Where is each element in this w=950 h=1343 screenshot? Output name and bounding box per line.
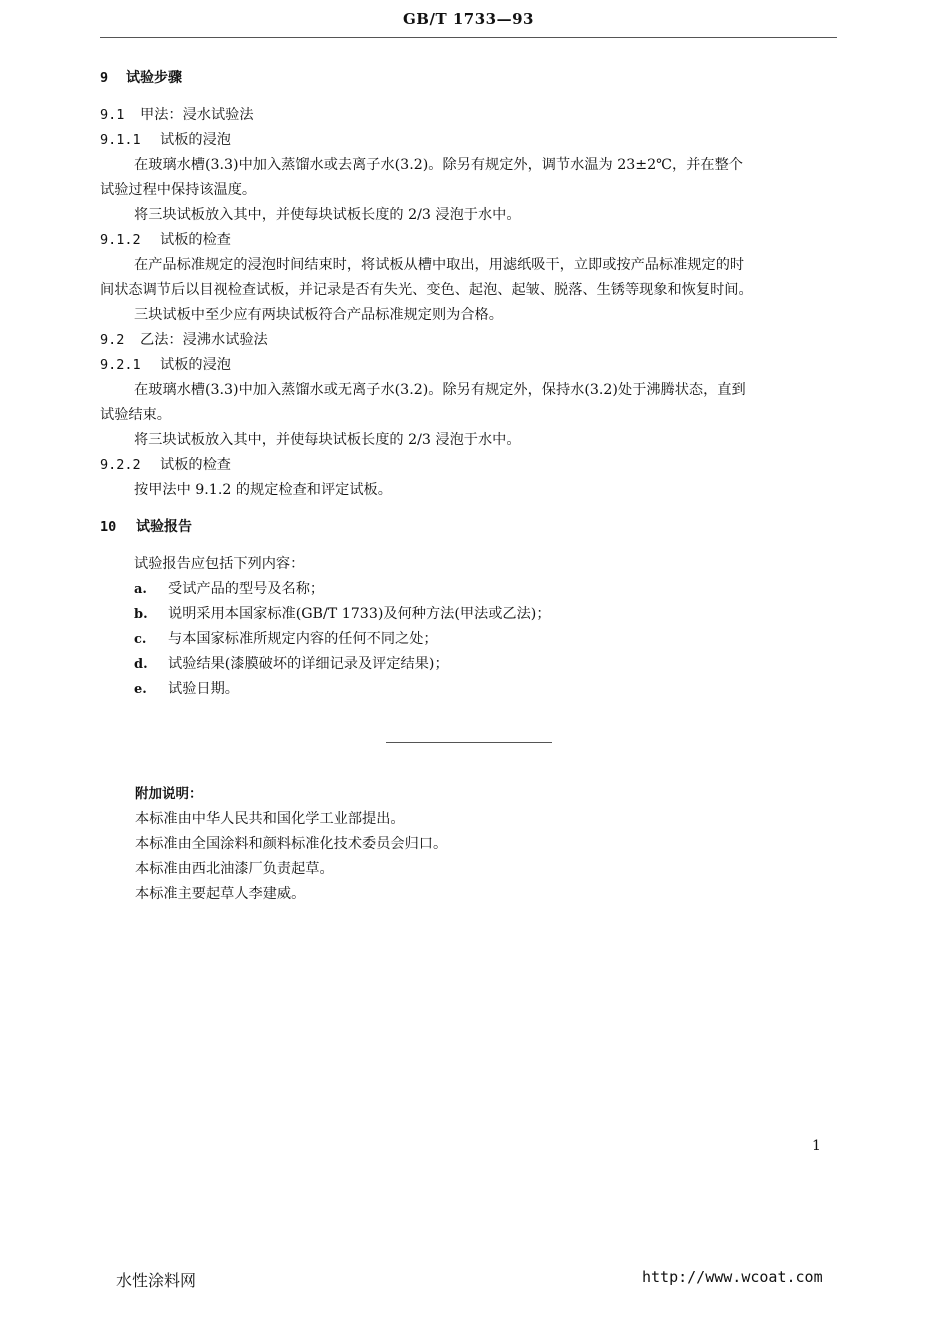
list-item <box>100 627 837 652</box>
section-9-1-number: 9.1 <box>100 107 125 123</box>
paragraph: 试验结束。 <box>100 407 171 423</box>
section-9-2-number: 9.2 <box>100 332 125 348</box>
additional-notes <box>135 782 447 907</box>
section-9-2-heading <box>100 328 837 353</box>
end-separator-rule <box>386 742 552 743</box>
section-9-1-1-title: 试板的浸泡 <box>160 132 231 148</box>
section-9-2-1-heading <box>100 353 837 378</box>
notes-line: 本标准由全国涂料和颜料标准化技术委员会归口。 <box>135 836 448 852</box>
section-9-title: 试验步骤 <box>126 70 182 86</box>
list-item-text: 与本国家标准所规定内容的任何不同之处； <box>168 631 438 647</box>
list-item <box>100 602 837 627</box>
list-item-text: 试验结果(漆膜破坏的详细记录及评定结果)； <box>168 656 449 672</box>
section-9-heading <box>100 66 837 91</box>
section-9-2-1-number: 9.2.1 <box>100 357 141 373</box>
report-intro: 试验报告应包括下列内容： <box>134 556 305 572</box>
paragraph: 在玻璃水槽(3.3)中加入蒸馏水或去离子水(3.2)。除另有规定外，调节水温为 23±2℃，并在整个 <box>134 157 743 173</box>
footer-site-name: 水性涂料网 <box>116 1271 197 1290</box>
section-9-1-1-heading <box>100 128 837 153</box>
list-item-letter: e. <box>134 682 147 697</box>
list-item-letter: d. <box>134 657 148 672</box>
section-9-1-title: 甲法：浸水试验法 <box>140 107 254 123</box>
header-rule <box>100 37 837 38</box>
list-item <box>100 677 837 702</box>
section-9-number: 9 <box>100 70 109 86</box>
section-10-title: 试验报告 <box>136 519 192 535</box>
list-item-letter: c. <box>134 632 147 647</box>
section-9-1-2-number: 9.1.2 <box>100 232 141 248</box>
section-9-2-2-number: 9.2.2 <box>100 457 141 473</box>
paragraph: 三块试板中至少应有两块试板符合产品标准规定则为合格。 <box>134 307 503 323</box>
document-body <box>100 66 837 702</box>
paragraph: 将三块试板放入其中，并使每块试板长度的 2/3 浸泡于水中。 <box>134 432 521 448</box>
paragraph: 试验过程中保持该温度。 <box>100 182 257 198</box>
section-9-1-2-heading <box>100 228 837 253</box>
list-item-text: 受试产品的型号及名称； <box>168 581 325 597</box>
page-number: 1 <box>812 1138 821 1154</box>
footer-url-link[interactable]: http://www.wcoat.com <box>642 1268 823 1286</box>
list-item-text: 试验日期。 <box>168 681 239 697</box>
list-item <box>100 652 837 677</box>
list-item-letter: b. <box>134 607 148 622</box>
paragraph: 将三块试板放入其中，并使每块试板长度的 2/3 浸泡于水中。 <box>134 207 521 223</box>
notes-line: 本标准由中华人民共和国化学工业部提出。 <box>135 811 405 827</box>
list-item <box>100 577 837 602</box>
notes-title: 附加说明： <box>135 786 203 802</box>
section-9-2-2-title: 试板的检查 <box>160 457 231 473</box>
notes-line: 本标准由西北油漆厂负责起草。 <box>135 861 334 877</box>
paragraph: 间状态调节后以目视检查试板，并记录是否有失光、变色、起泡、起皱、脱落、生锈等现象和恢复时间。 <box>100 282 753 298</box>
paragraph: 在玻璃水槽(3.3)中加入蒸馏水或无离子水(3.2)。除另有规定外，保持水(3.2)处于沸腾状态，直到 <box>134 382 746 398</box>
paragraph: 在产品标准规定的浸泡时间结束时，将试板从槽中取出，用滤纸吸干，立即或按产品标准规定的时 <box>134 257 745 273</box>
notes-line: 本标准主要起草人李建威。 <box>135 886 306 902</box>
section-9-1-heading <box>100 103 837 128</box>
section-9-1-2-title: 试板的检查 <box>160 232 231 248</box>
section-9-2-2-heading <box>100 453 837 478</box>
list-item-text: 说明采用本国家标准(GB/T 1733)及何种方法(甲法或乙法)； <box>168 606 551 622</box>
section-10-number: 10 <box>100 519 117 535</box>
section-9-2-1-title: 试板的浸泡 <box>160 357 231 373</box>
section-10-heading <box>100 515 837 540</box>
standard-header: GB/T 1733—93 <box>403 10 534 28</box>
list-item-letter: a. <box>134 582 147 597</box>
section-9-2-title: 乙法：浸沸水试验法 <box>140 332 268 348</box>
paragraph: 按甲法中 9.1.2 的规定检查和评定试板。 <box>134 482 392 498</box>
section-9-1-1-number: 9.1.1 <box>100 132 141 148</box>
